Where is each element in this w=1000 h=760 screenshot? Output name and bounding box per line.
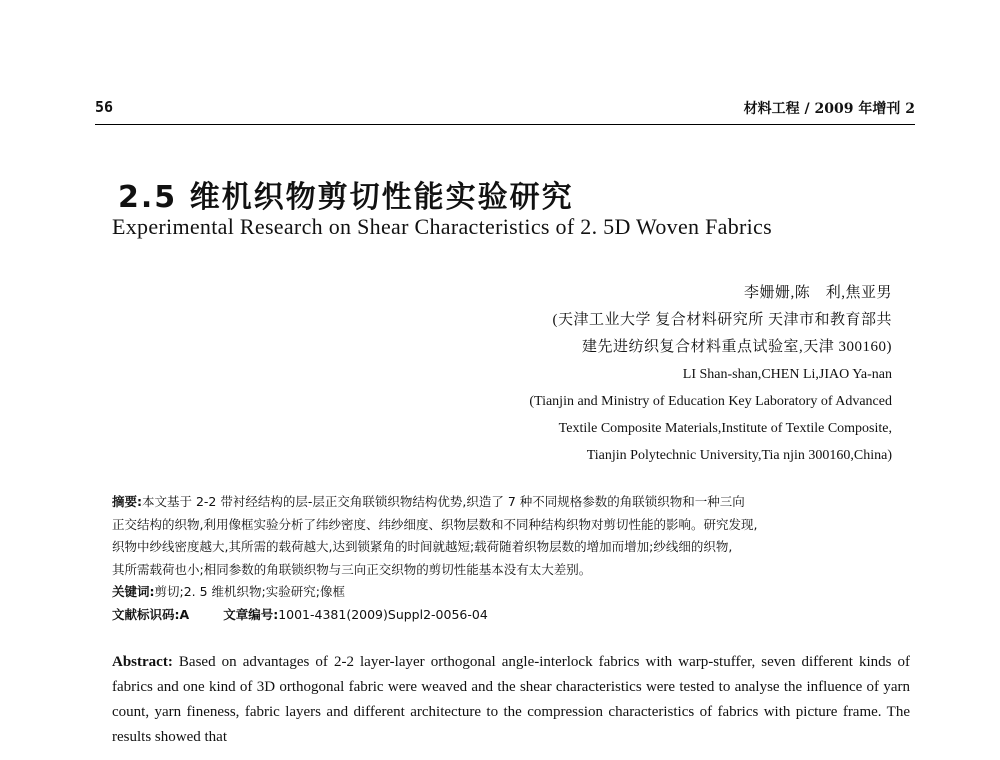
classification-line (112, 604, 892, 627)
title-english: Experimental Research on Shear Characteristics of 2. 5D Woven Fabrics (112, 214, 772, 239)
abstract-cn-line-1 (112, 491, 892, 514)
affiliation-cn-line-2: 建先进纺织复合材料重点试验室,天津 300160) (582, 339, 892, 355)
running-head: 材料工程 / 2009 年增刊 2 (743, 101, 915, 117)
abstract-cn-line-4: 其所需载荷也小;相同参数的角联锁织物与三向正交织物的剪切性能基本没有太大差别。 (112, 561, 592, 577)
abstract-cn-line-2: 正交结构的织物,利用像框实验分析了纬纱密度、纬纱细度、织物层数和不同种结构织物对剪切性能的影响。研究发现, (112, 516, 758, 532)
doc-code-label: 文献标识码: (112, 606, 180, 622)
keywords-label: 关键词: (112, 584, 155, 599)
affiliation-en-line-3: Tianjin Polytechnic University,Tia njin 300160,China) (586, 448, 892, 463)
abstract-en-label: Abstract: (112, 654, 173, 670)
title-chinese: 2.5 维机织物剪切性能实验研究 (118, 180, 574, 215)
author-names-en: LI Shan-shan,CHEN Li,JIAO Ya-nan (682, 367, 892, 382)
header-rule (95, 124, 915, 125)
keywords-text: 剪切;2. 5 维机织物;实验研究;像框 (154, 584, 345, 599)
author-names-cn: 李姗姗,陈 利,焦亚男 (743, 285, 892, 301)
affiliation-en-line-2: Textile Composite Materials,Institute of Textile Composite, (558, 421, 892, 436)
affiliation-en-line-1: (Tianjin and Ministry of Education Key Laboratory of Advanced (529, 394, 892, 409)
article-no: 1001-4381(2009)Suppl2-0056-04 (278, 606, 488, 622)
article-no-label: 文章编号: (223, 606, 279, 622)
abstract-cn-block (112, 491, 892, 626)
abstract-cn-line-3: 织物中纱线密度越大,其所需的载荷越大,达到锁紧角的时间就越短;载荷随着织物层数的增加而增加;纱线细的织物, (112, 539, 733, 554)
abstract-cn-text-1: 本文基于 2-2 带衬经结构的层-层正交角联锁织物结构优势,织造了 7 种不同规格参数的角联锁织物和一种三向 (142, 494, 745, 509)
page-number: 56 (95, 98, 114, 116)
abstract-en-block (112, 650, 910, 750)
author-block (529, 280, 892, 469)
doc-code: A (179, 606, 190, 622)
abstract-cn-label: 摘要: (112, 494, 142, 509)
abstract-en-text: Based on advantages of 2-2 layer-layer orthogonal angle-interlock fabrics with warp-stuffer, seven different kinds of fabrics and one kind of 3D orthogonal fabric were weaved and the shear characteristics were tested to analyse the influence of yarn count, yarn fineness, fabric layers and different architecture to the compression characteristics of fabrics with picture frame. The results showed that (112, 654, 911, 745)
keywords-line (112, 581, 892, 604)
affiliation-cn-line-1: (天津工业大学 复合材料研究所 天津市和教育部共 (552, 312, 892, 328)
